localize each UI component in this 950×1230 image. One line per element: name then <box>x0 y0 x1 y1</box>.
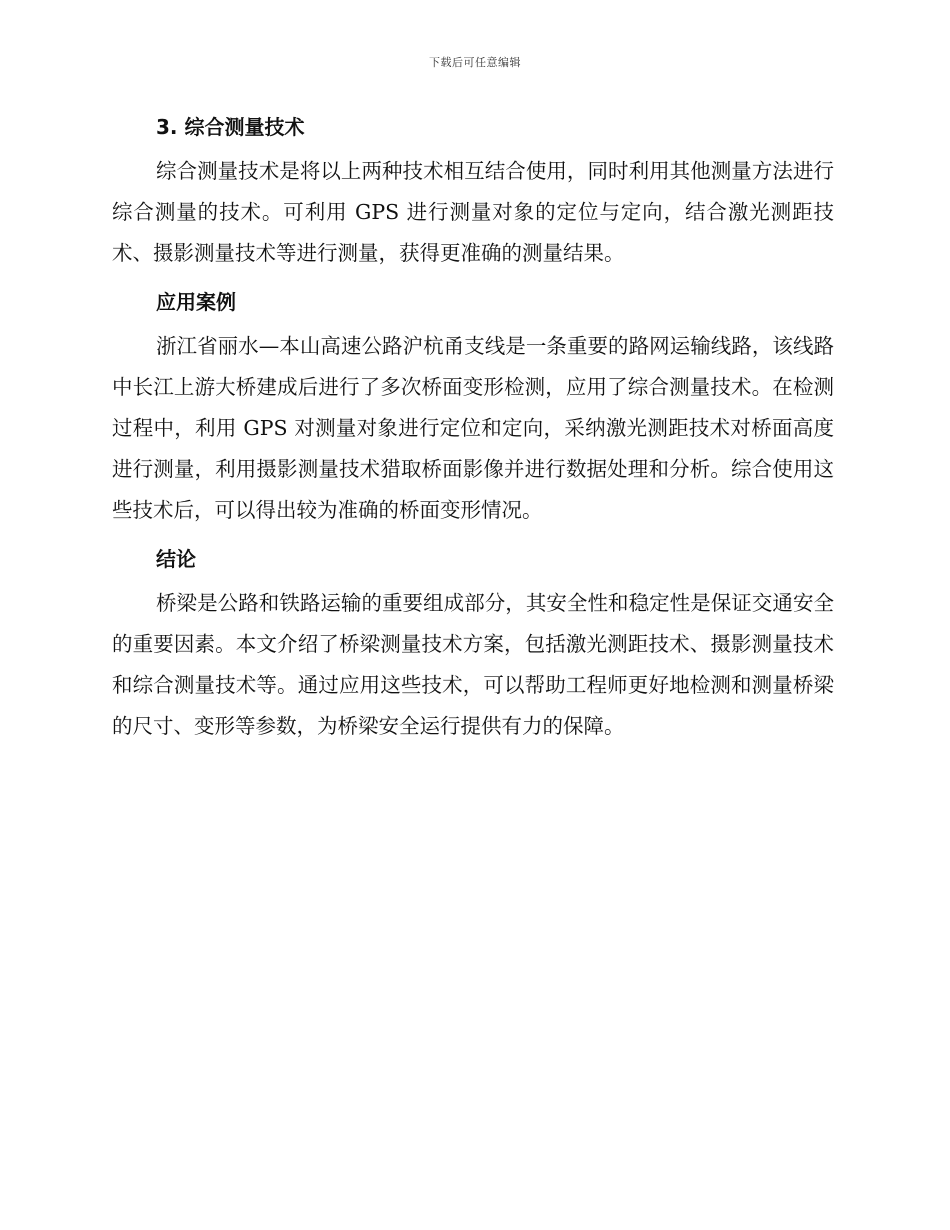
page-header: 下载后可任意编辑 <box>429 56 521 69</box>
section-paragraph-conclusion: 桥梁是公路和铁路运输的重要组成部分，其安全性和稳定性是保证交通安全的重要因素。本文介绍了桥梁测量技术方案，包括激光测距技术、摄影测量技术和综合测量技术等。通过应用这些技术，可以帮助工程师更好地检测和测量桥梁的尺寸、变形等参数，为桥梁安全运行提供有力的保障。 <box>112 591 834 738</box>
section-heading-conclusion: 结论 <box>156 547 196 571</box>
section-paragraph-application-case: 浙江省丽水—本山高速公路沪杭甬支线是一条重要的路网运输线路，该线路中长江上游大桥建成后进行了多次桥面变形检测，应用了综合测量技术。在检测过程中，利用 GPS 对测量对象进行定位和定向，采纳激光测距技术对桥面高度进行测量，利用摄影测量技术猎取桥面影像并进行数据处理和分析。综合使用这些技术后，可以得出较为准确的桥面变形情况。 <box>112 334 834 522</box>
document-body <box>112 108 834 756</box>
section-paragraph-comprehensive-measurement: 综合测量技术是将以上两种技术相互结合使用，同时利用其他测量方法进行综合测量的技术。可利用 GPS 进行测量对象的定位与定向，结合激光测距技术、摄影测量技术等进行测量，获得更准确的测量结果。 <box>112 159 834 265</box>
section-heading-application-case: 应用案例 <box>156 290 236 314</box>
section-heading-comprehensive-measurement: 3. 综合测量技术 <box>156 115 305 139</box>
